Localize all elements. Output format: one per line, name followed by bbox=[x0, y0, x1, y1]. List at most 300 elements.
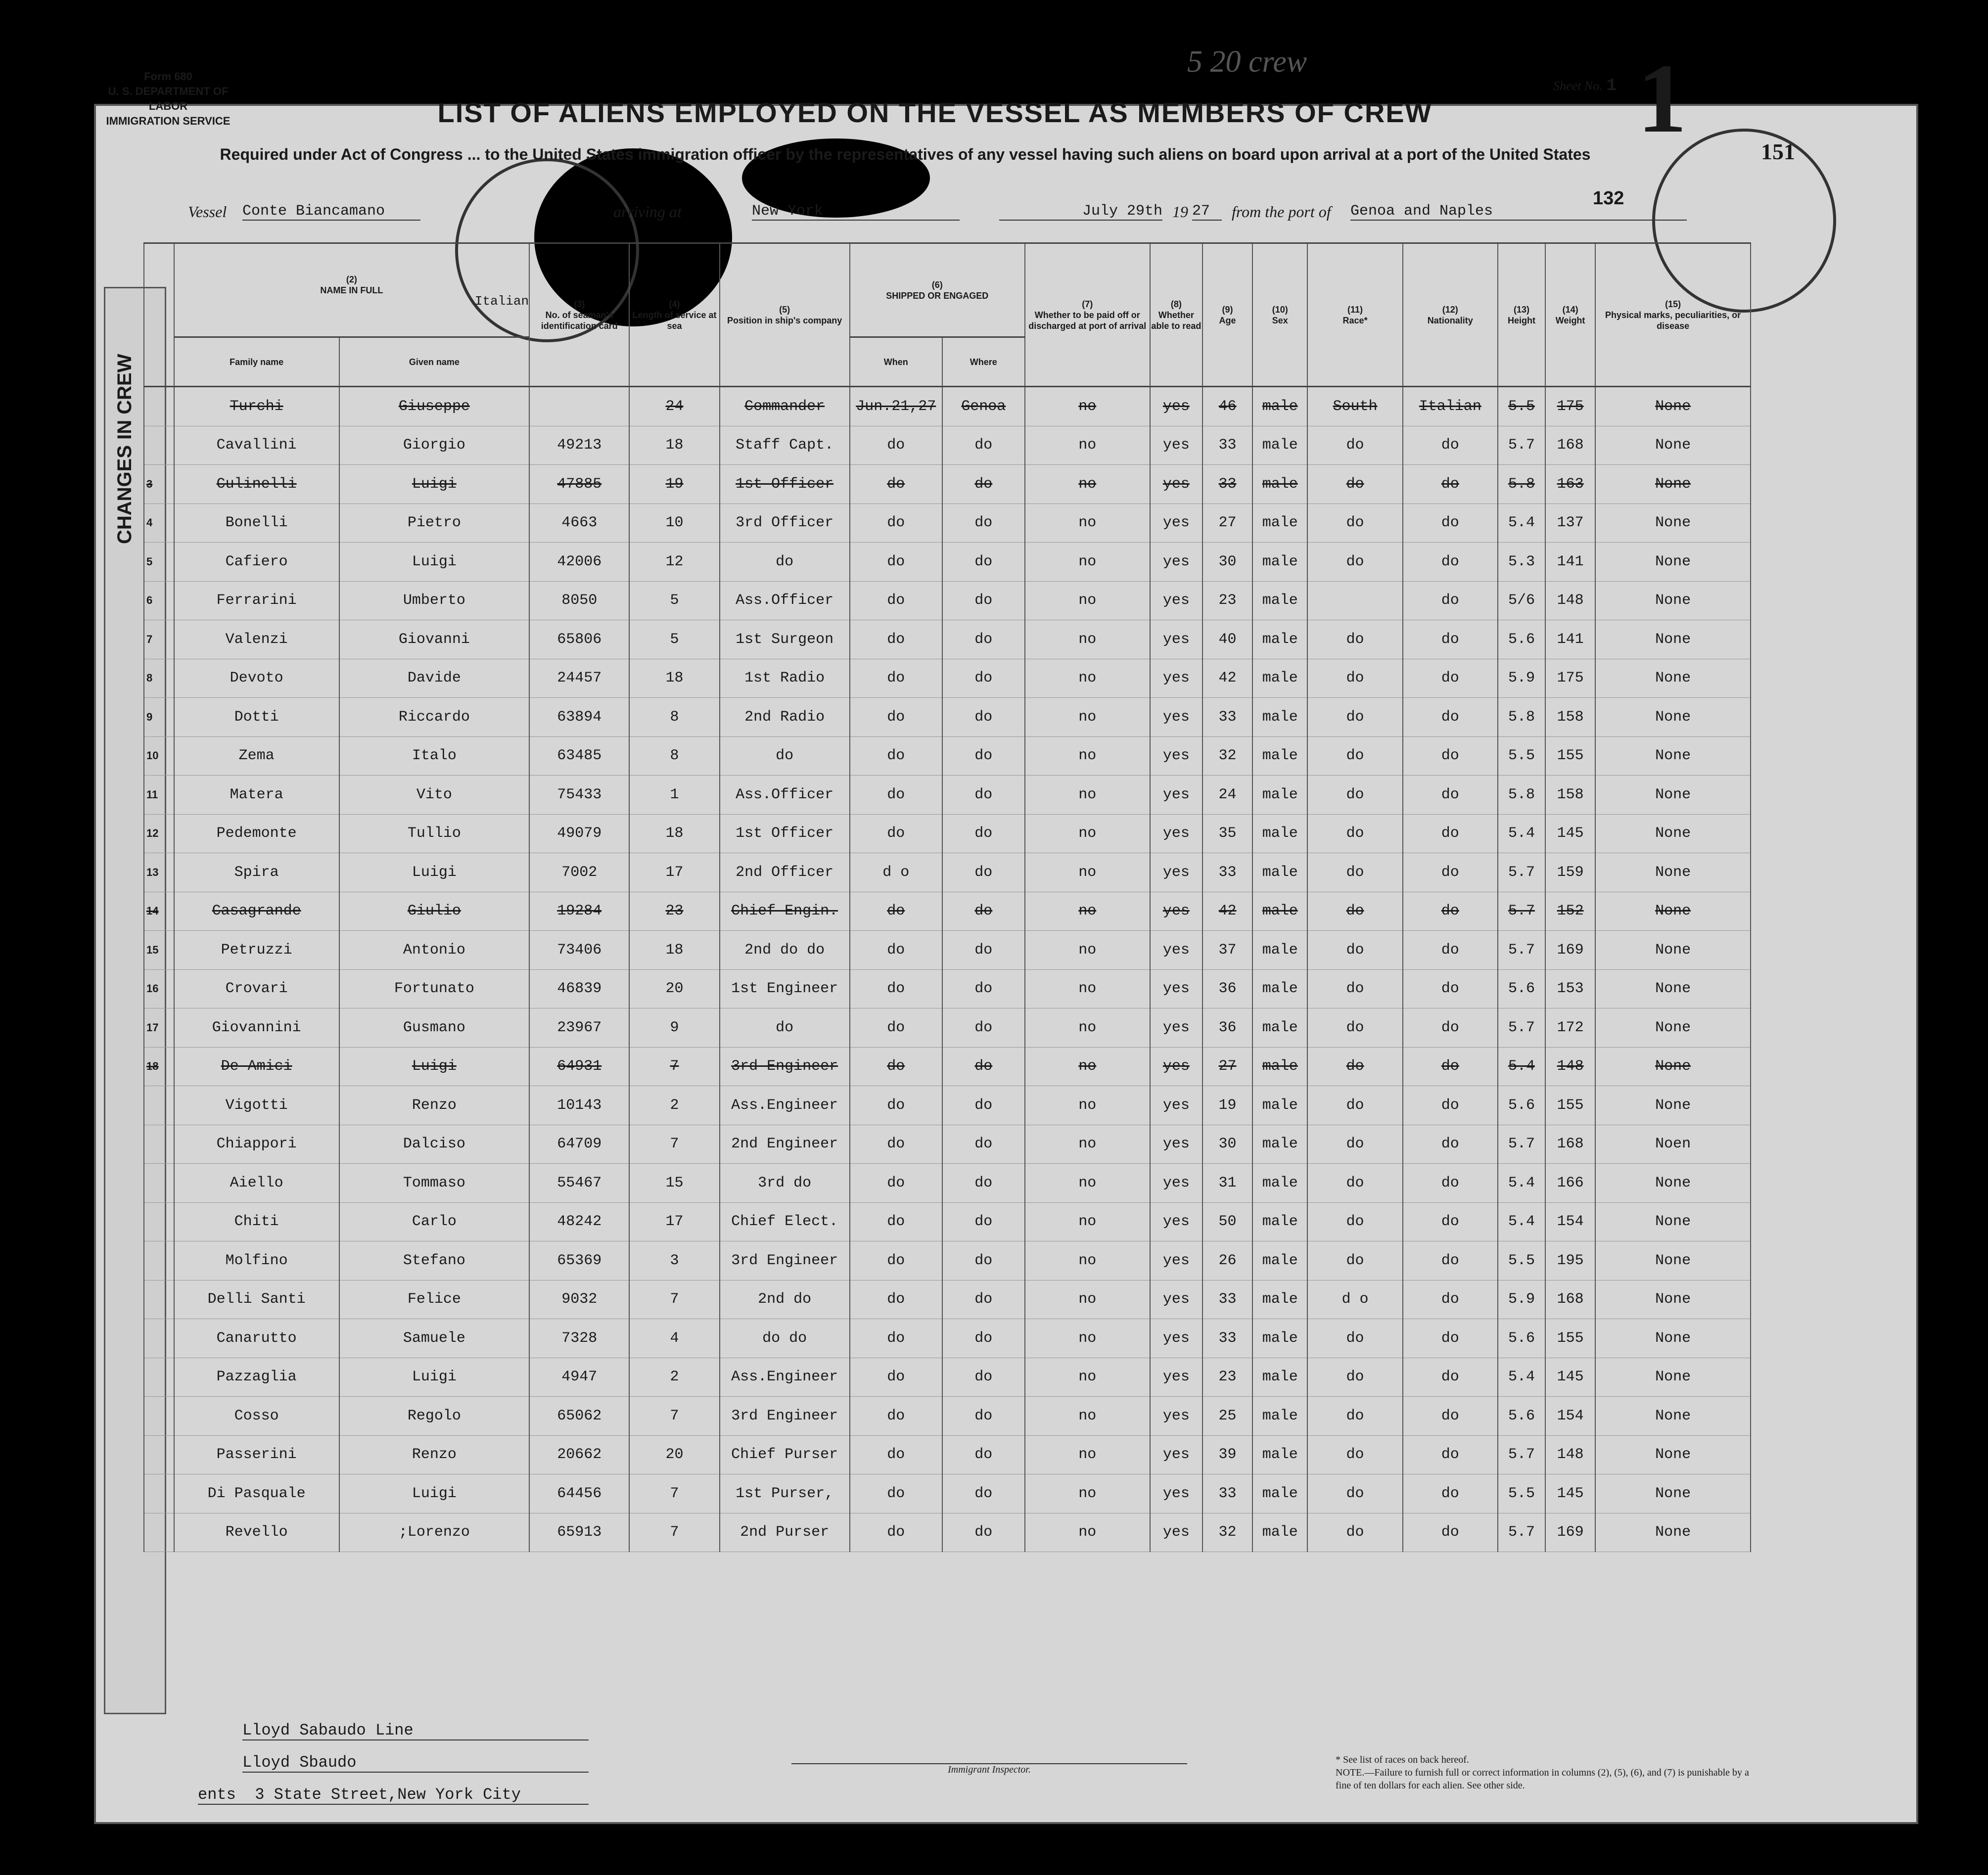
row-number bbox=[144, 1474, 174, 1513]
family-name: Cosso bbox=[174, 1397, 339, 1436]
shipped-when: do bbox=[850, 1319, 942, 1358]
paid-off: no bbox=[1025, 892, 1150, 931]
race: do bbox=[1307, 465, 1402, 504]
row-number: 14 bbox=[144, 892, 174, 931]
race: do bbox=[1307, 698, 1402, 737]
crew-row bbox=[144, 1086, 1751, 1125]
able-to-read: yes bbox=[1150, 465, 1202, 504]
card-number: 75433 bbox=[529, 776, 629, 815]
crew-row bbox=[144, 543, 1751, 582]
family-name: Molfino bbox=[174, 1241, 339, 1280]
shipped-where: do bbox=[942, 776, 1025, 815]
nationality: do bbox=[1403, 659, 1498, 698]
race: do bbox=[1307, 1241, 1402, 1280]
service-length: 12 bbox=[629, 543, 719, 582]
paid-off: no bbox=[1025, 1474, 1150, 1513]
weight: 163 bbox=[1545, 465, 1595, 504]
nationality: do bbox=[1403, 931, 1498, 970]
race: do bbox=[1307, 1474, 1402, 1513]
crew-row bbox=[144, 620, 1751, 659]
sex: male bbox=[1252, 426, 1307, 465]
given-name: Felice bbox=[339, 1280, 530, 1319]
race bbox=[1307, 581, 1402, 620]
sex: male bbox=[1252, 1086, 1307, 1125]
race: do bbox=[1307, 1202, 1402, 1241]
form-title: LIST OF ALIENS EMPLOYED ON THE VESSEL AS MEMBERS OF CREW bbox=[437, 97, 1433, 128]
form-service: IMMIGRATION SERVICE bbox=[106, 115, 231, 127]
height: 5.6 bbox=[1498, 1397, 1545, 1436]
weight: 148 bbox=[1545, 1435, 1595, 1474]
given-name: Giuseppe bbox=[339, 387, 530, 426]
service-length: 3 bbox=[629, 1241, 719, 1280]
service-length: 5 bbox=[629, 620, 719, 659]
physical-marks: None bbox=[1595, 776, 1751, 815]
able-to-read: yes bbox=[1150, 814, 1202, 853]
age: 31 bbox=[1202, 1164, 1252, 1203]
age: 27 bbox=[1202, 1047, 1252, 1086]
height: 5.5 bbox=[1498, 1241, 1545, 1280]
paid-off: no bbox=[1025, 1513, 1150, 1552]
family-name: Di Pasquale bbox=[174, 1474, 339, 1513]
weight: 153 bbox=[1545, 969, 1595, 1008]
header-num: (3) bbox=[574, 299, 585, 309]
crew-row bbox=[144, 581, 1751, 620]
weight: 137 bbox=[1545, 503, 1595, 543]
row-number bbox=[144, 1280, 174, 1319]
age: 37 bbox=[1202, 931, 1252, 970]
height: 5.4 bbox=[1498, 814, 1545, 853]
shipped-when: do bbox=[850, 1047, 942, 1086]
race: do bbox=[1307, 1358, 1402, 1397]
crew-row bbox=[144, 1241, 1751, 1280]
able-to-read: yes bbox=[1150, 1280, 1202, 1319]
able-to-read: yes bbox=[1150, 1474, 1202, 1513]
header-num: (12) bbox=[1442, 304, 1458, 315]
able-to-read: yes bbox=[1150, 1008, 1202, 1048]
service-length: 17 bbox=[629, 853, 719, 892]
crew-row bbox=[144, 426, 1751, 465]
crew-row bbox=[144, 1319, 1751, 1358]
crew-row bbox=[144, 931, 1751, 970]
shipped-where: do bbox=[942, 659, 1025, 698]
race: do bbox=[1307, 1008, 1402, 1048]
position: 3rd do bbox=[720, 1164, 850, 1203]
shipped-when: do bbox=[850, 1513, 942, 1552]
position: Ass.Engineer bbox=[720, 1086, 850, 1125]
sex: male bbox=[1252, 659, 1307, 698]
shipped-where: do bbox=[942, 1008, 1025, 1048]
header-age bbox=[1202, 243, 1252, 387]
header-num: (11) bbox=[1347, 304, 1363, 315]
race: do bbox=[1307, 892, 1402, 931]
physical-marks: None bbox=[1595, 1358, 1751, 1397]
nationality: do bbox=[1403, 1125, 1498, 1164]
paid-off: no bbox=[1025, 1125, 1150, 1164]
card-number: 4947 bbox=[529, 1358, 629, 1397]
position: 2nd Engineer bbox=[720, 1125, 850, 1164]
service-length: 7 bbox=[629, 1047, 719, 1086]
given-name: Luigi bbox=[339, 853, 530, 892]
nationality: do bbox=[1403, 1513, 1498, 1552]
card-number: 24457 bbox=[529, 659, 629, 698]
age: 27 bbox=[1202, 503, 1252, 543]
able-to-read: yes bbox=[1150, 736, 1202, 776]
nationality: do bbox=[1403, 736, 1498, 776]
given-name: ;Lorenzo bbox=[339, 1513, 530, 1552]
paid-off: no bbox=[1025, 543, 1150, 582]
crew-row bbox=[144, 969, 1751, 1008]
race: do bbox=[1307, 931, 1402, 970]
able-to-read: yes bbox=[1150, 620, 1202, 659]
race: South bbox=[1307, 387, 1402, 426]
arriving-label: arriving at bbox=[613, 203, 682, 221]
row-number bbox=[144, 1358, 174, 1397]
form-department: U. S. DEPARTMENT OF LABOR bbox=[108, 85, 229, 112]
row-number: 15 bbox=[144, 931, 174, 970]
paid-off: no bbox=[1025, 1241, 1150, 1280]
height: 5.6 bbox=[1498, 1086, 1545, 1125]
nationality: do bbox=[1403, 1319, 1498, 1358]
given-name: Giorgio bbox=[339, 426, 530, 465]
family-name: Devoto bbox=[174, 659, 339, 698]
height: 5.8 bbox=[1498, 465, 1545, 504]
age: 33 bbox=[1202, 465, 1252, 504]
age: 24 bbox=[1202, 776, 1252, 815]
header-num: (15) bbox=[1665, 299, 1681, 309]
position: 2nd Purser bbox=[720, 1513, 850, 1552]
card-number: 63485 bbox=[529, 736, 629, 776]
sex: male bbox=[1252, 1202, 1307, 1241]
nationality: Italian bbox=[1403, 387, 1498, 426]
header-height bbox=[1498, 243, 1545, 387]
physical-marks: None bbox=[1595, 620, 1751, 659]
given-name: Davide bbox=[339, 659, 530, 698]
nationality: do bbox=[1403, 1008, 1498, 1048]
header-num: (9) bbox=[1222, 304, 1233, 315]
row-number: 5 bbox=[144, 543, 174, 582]
card-number: 47885 bbox=[529, 465, 629, 504]
row-number bbox=[144, 1202, 174, 1241]
card-number: 65806 bbox=[529, 620, 629, 659]
race: do bbox=[1307, 969, 1402, 1008]
nationality: do bbox=[1403, 814, 1498, 853]
agent-line-2: Lloyd Sbaudo bbox=[242, 1753, 589, 1773]
service-length: 2 bbox=[629, 1086, 719, 1125]
age: 23 bbox=[1202, 581, 1252, 620]
weight: 175 bbox=[1545, 387, 1595, 426]
card-number: 42006 bbox=[529, 543, 629, 582]
card-number: 20662 bbox=[529, 1435, 629, 1474]
card-number: 23967 bbox=[529, 1008, 629, 1048]
card-number: 7328 bbox=[529, 1319, 629, 1358]
header-family-name: Family name bbox=[174, 337, 339, 387]
vessel-label: Vessel bbox=[188, 203, 227, 221]
age: 33 bbox=[1202, 1319, 1252, 1358]
age: 40 bbox=[1202, 620, 1252, 659]
given-name: Tullio bbox=[339, 814, 530, 853]
shipped-when: d o bbox=[850, 853, 942, 892]
header-num: (2) bbox=[346, 274, 357, 284]
paid-off: no bbox=[1025, 503, 1150, 543]
age: 42 bbox=[1202, 659, 1252, 698]
race: do bbox=[1307, 659, 1402, 698]
footer-note bbox=[1336, 1753, 1761, 1792]
able-to-read: yes bbox=[1150, 659, 1202, 698]
header-label: SHIPPED OR ENGAGED bbox=[886, 290, 989, 301]
physical-marks: None bbox=[1595, 659, 1751, 698]
agents-prefix: ents bbox=[198, 1785, 236, 1804]
sex: male bbox=[1252, 969, 1307, 1008]
header-label: Height bbox=[1507, 315, 1535, 325]
paid-off: no bbox=[1025, 969, 1150, 1008]
row-number: 16 bbox=[144, 969, 174, 1008]
shipped-when: do bbox=[850, 892, 942, 931]
shipped-where: do bbox=[942, 1280, 1025, 1319]
weight: 168 bbox=[1545, 1280, 1595, 1319]
paid-off: no bbox=[1025, 1358, 1150, 1397]
sex: male bbox=[1252, 892, 1307, 931]
able-to-read: yes bbox=[1150, 543, 1202, 582]
height: 5.7 bbox=[1498, 931, 1545, 970]
service-length: 10 bbox=[629, 503, 719, 543]
age: 33 bbox=[1202, 698, 1252, 737]
family-name: De Amici bbox=[174, 1047, 339, 1086]
service-length: 7 bbox=[629, 1125, 719, 1164]
paid-off: no bbox=[1025, 1319, 1150, 1358]
header-given-name: Given name bbox=[339, 337, 530, 387]
nationality: do bbox=[1403, 581, 1498, 620]
handwritten-note: 5 20 crew bbox=[1187, 45, 1307, 79]
paid-off: no bbox=[1025, 1280, 1150, 1319]
service-length: 7 bbox=[629, 1474, 719, 1513]
service-length: 5 bbox=[629, 581, 719, 620]
fine-note: NOTE.—Failure to furnish full or correct information in columns (2), (5), (6), and (7) is punishable by a fine of ten dollars for each alien. See other side. bbox=[1336, 1767, 1749, 1791]
nationality: do bbox=[1403, 1280, 1498, 1319]
shipped-when: do bbox=[850, 1008, 942, 1048]
header-name-in-full bbox=[174, 243, 529, 337]
row-number: 11 bbox=[144, 776, 174, 815]
shipped-where: do bbox=[942, 1513, 1025, 1552]
header-shipped-or-engaged bbox=[850, 243, 1025, 337]
position: Chief Engin. bbox=[720, 892, 850, 931]
card-number: 46839 bbox=[529, 969, 629, 1008]
height: 5.7 bbox=[1498, 1008, 1545, 1048]
shipped-when: do bbox=[850, 426, 942, 465]
height: 5.9 bbox=[1498, 659, 1545, 698]
sex: male bbox=[1252, 581, 1307, 620]
physical-marks: None bbox=[1595, 698, 1751, 737]
nationality: do bbox=[1403, 698, 1498, 737]
card-number: 64931 bbox=[529, 1047, 629, 1086]
crew-row bbox=[144, 1202, 1751, 1241]
service-length: 1 bbox=[629, 776, 719, 815]
service-length: 18 bbox=[629, 931, 719, 970]
position: Ass.Officer bbox=[720, 776, 850, 815]
position: 2nd Radio bbox=[720, 698, 850, 737]
card-number: 64456 bbox=[529, 1474, 629, 1513]
given-name: Giulio bbox=[339, 892, 530, 931]
able-to-read: yes bbox=[1150, 1164, 1202, 1203]
race: do bbox=[1307, 426, 1402, 465]
height: 5.6 bbox=[1498, 969, 1545, 1008]
crew-row bbox=[144, 387, 1751, 426]
age: 36 bbox=[1202, 1008, 1252, 1048]
paid-off: no bbox=[1025, 426, 1150, 465]
card-number: 8050 bbox=[529, 581, 629, 620]
family-name: Petruzzi bbox=[174, 931, 339, 970]
required-text: Required under Act of Congress ... to the United States immigration officer by the representatives of any vessel having such aliens on board upon arrival at a port of the United States bbox=[220, 145, 1591, 163]
race: do bbox=[1307, 1086, 1402, 1125]
shipped-where: do bbox=[942, 1086, 1025, 1125]
shipped-when: do bbox=[850, 698, 942, 737]
shipped-where: do bbox=[942, 1319, 1025, 1358]
sex: male bbox=[1252, 1047, 1307, 1086]
crew-row bbox=[144, 1358, 1751, 1397]
position: do bbox=[720, 736, 850, 776]
row-number bbox=[144, 1241, 174, 1280]
paid-off: no bbox=[1025, 1202, 1150, 1241]
sheet-number bbox=[1553, 77, 1617, 95]
sex: male bbox=[1252, 1241, 1307, 1280]
service-length: 4 bbox=[629, 1319, 719, 1358]
row-number bbox=[144, 1086, 174, 1125]
service-length: 18 bbox=[629, 659, 719, 698]
agent-address: 3 State Street,New York City bbox=[255, 1785, 521, 1804]
paid-off: no bbox=[1025, 1164, 1150, 1203]
row-number: 6 bbox=[144, 581, 174, 620]
card-number: 64709 bbox=[529, 1125, 629, 1164]
nationality: do bbox=[1403, 620, 1498, 659]
shipped-when: do bbox=[850, 543, 942, 582]
service-length: 2 bbox=[629, 1358, 719, 1397]
nationality: do bbox=[1403, 426, 1498, 465]
header-label: Race* bbox=[1342, 315, 1368, 325]
row-number: 8 bbox=[144, 659, 174, 698]
header-nationality bbox=[1403, 243, 1498, 387]
header-num: (8) bbox=[1170, 299, 1182, 309]
physical-marks: None bbox=[1595, 503, 1751, 543]
position: 3rd Officer bbox=[720, 503, 850, 543]
agent-line-3 bbox=[198, 1785, 589, 1805]
shipped-where: do bbox=[942, 1397, 1025, 1436]
given-name: Luigi bbox=[339, 1358, 530, 1397]
physical-marks: None bbox=[1595, 1280, 1751, 1319]
family-name: Cavallini bbox=[174, 426, 339, 465]
shipped-when: do bbox=[850, 969, 942, 1008]
family-name: Chiti bbox=[174, 1202, 339, 1241]
given-name: Italo bbox=[339, 736, 530, 776]
given-name: Samuele bbox=[339, 1319, 530, 1358]
service-length: 8 bbox=[629, 698, 719, 737]
nationality: do bbox=[1403, 1202, 1498, 1241]
able-to-read: yes bbox=[1150, 1513, 1202, 1552]
family-name: Giovannini bbox=[174, 1008, 339, 1048]
row-number bbox=[144, 1319, 174, 1358]
weight: 145 bbox=[1545, 1358, 1595, 1397]
family-name: Revello bbox=[174, 1513, 339, 1552]
shipped-where: do bbox=[942, 853, 1025, 892]
nationality: do bbox=[1403, 1164, 1498, 1203]
given-name: Luigi bbox=[339, 543, 530, 582]
header-num: (14) bbox=[1562, 304, 1578, 315]
height: 5.4 bbox=[1498, 503, 1545, 543]
shipped-when: Jun.21,27 bbox=[850, 387, 942, 426]
row-number bbox=[144, 1513, 174, 1552]
sex: male bbox=[1252, 1319, 1307, 1358]
physical-marks: None bbox=[1595, 1047, 1751, 1086]
given-name: Riccardo bbox=[339, 698, 530, 737]
row-number: 12 bbox=[144, 814, 174, 853]
position: 2nd do bbox=[720, 1280, 850, 1319]
agent-line-1: Lloyd Sabaudo Line bbox=[242, 1721, 589, 1740]
family-name: Valenzi bbox=[174, 620, 339, 659]
race: do bbox=[1307, 776, 1402, 815]
shipped-when: do bbox=[850, 814, 942, 853]
card-number: 9032 bbox=[529, 1280, 629, 1319]
family-name: Dotti bbox=[174, 698, 339, 737]
shipped-where: do bbox=[942, 1241, 1025, 1280]
row-number: 13 bbox=[144, 853, 174, 892]
weight: 158 bbox=[1545, 776, 1595, 815]
given-name: Antonio bbox=[339, 931, 530, 970]
shipped-when: do bbox=[850, 736, 942, 776]
header-label: NAME IN FULL bbox=[320, 285, 383, 295]
age: 25 bbox=[1202, 1397, 1252, 1436]
header-num: (6) bbox=[931, 279, 943, 290]
weight: 141 bbox=[1545, 543, 1595, 582]
card-number: 10143 bbox=[529, 1086, 629, 1125]
header-note: Italian bbox=[474, 293, 529, 309]
paid-off: no bbox=[1025, 1086, 1150, 1125]
race: do bbox=[1307, 1397, 1402, 1436]
weight: 154 bbox=[1545, 1202, 1595, 1241]
height: 5.7 bbox=[1498, 1435, 1545, 1474]
service-length: 15 bbox=[629, 1164, 719, 1203]
shipped-where: do bbox=[942, 736, 1025, 776]
crew-row bbox=[144, 1047, 1751, 1086]
height: 5.5 bbox=[1498, 736, 1545, 776]
position: Staff Capt. bbox=[720, 426, 850, 465]
row-number bbox=[144, 1435, 174, 1474]
sex: male bbox=[1252, 1358, 1307, 1397]
shipped-when: do bbox=[850, 620, 942, 659]
height: 5.4 bbox=[1498, 1358, 1545, 1397]
crew-row bbox=[144, 736, 1751, 776]
departure-port: Genoa and Naples bbox=[1350, 203, 1687, 221]
age: 42 bbox=[1202, 892, 1252, 931]
position: do bbox=[720, 1008, 850, 1048]
physical-marks: None bbox=[1595, 736, 1751, 776]
given-name: Vito bbox=[339, 776, 530, 815]
shipped-when: do bbox=[850, 1086, 942, 1125]
card-number: 49213 bbox=[529, 426, 629, 465]
header-where: Where bbox=[942, 337, 1025, 387]
sex: male bbox=[1252, 503, 1307, 543]
weight: 168 bbox=[1545, 1125, 1595, 1164]
sex: male bbox=[1252, 1397, 1307, 1436]
family-name: Aiello bbox=[174, 1164, 339, 1203]
nationality: do bbox=[1403, 543, 1498, 582]
sex: male bbox=[1252, 465, 1307, 504]
given-name: Pietro bbox=[339, 503, 530, 543]
row-number: 3 bbox=[144, 465, 174, 504]
form-identifier bbox=[89, 69, 247, 129]
shipped-when: do bbox=[850, 1164, 942, 1203]
arriving-at: New York bbox=[752, 203, 960, 221]
height: 5.7 bbox=[1498, 853, 1545, 892]
shipped-when: do bbox=[850, 465, 942, 504]
position: 1st Engineer bbox=[720, 969, 850, 1008]
